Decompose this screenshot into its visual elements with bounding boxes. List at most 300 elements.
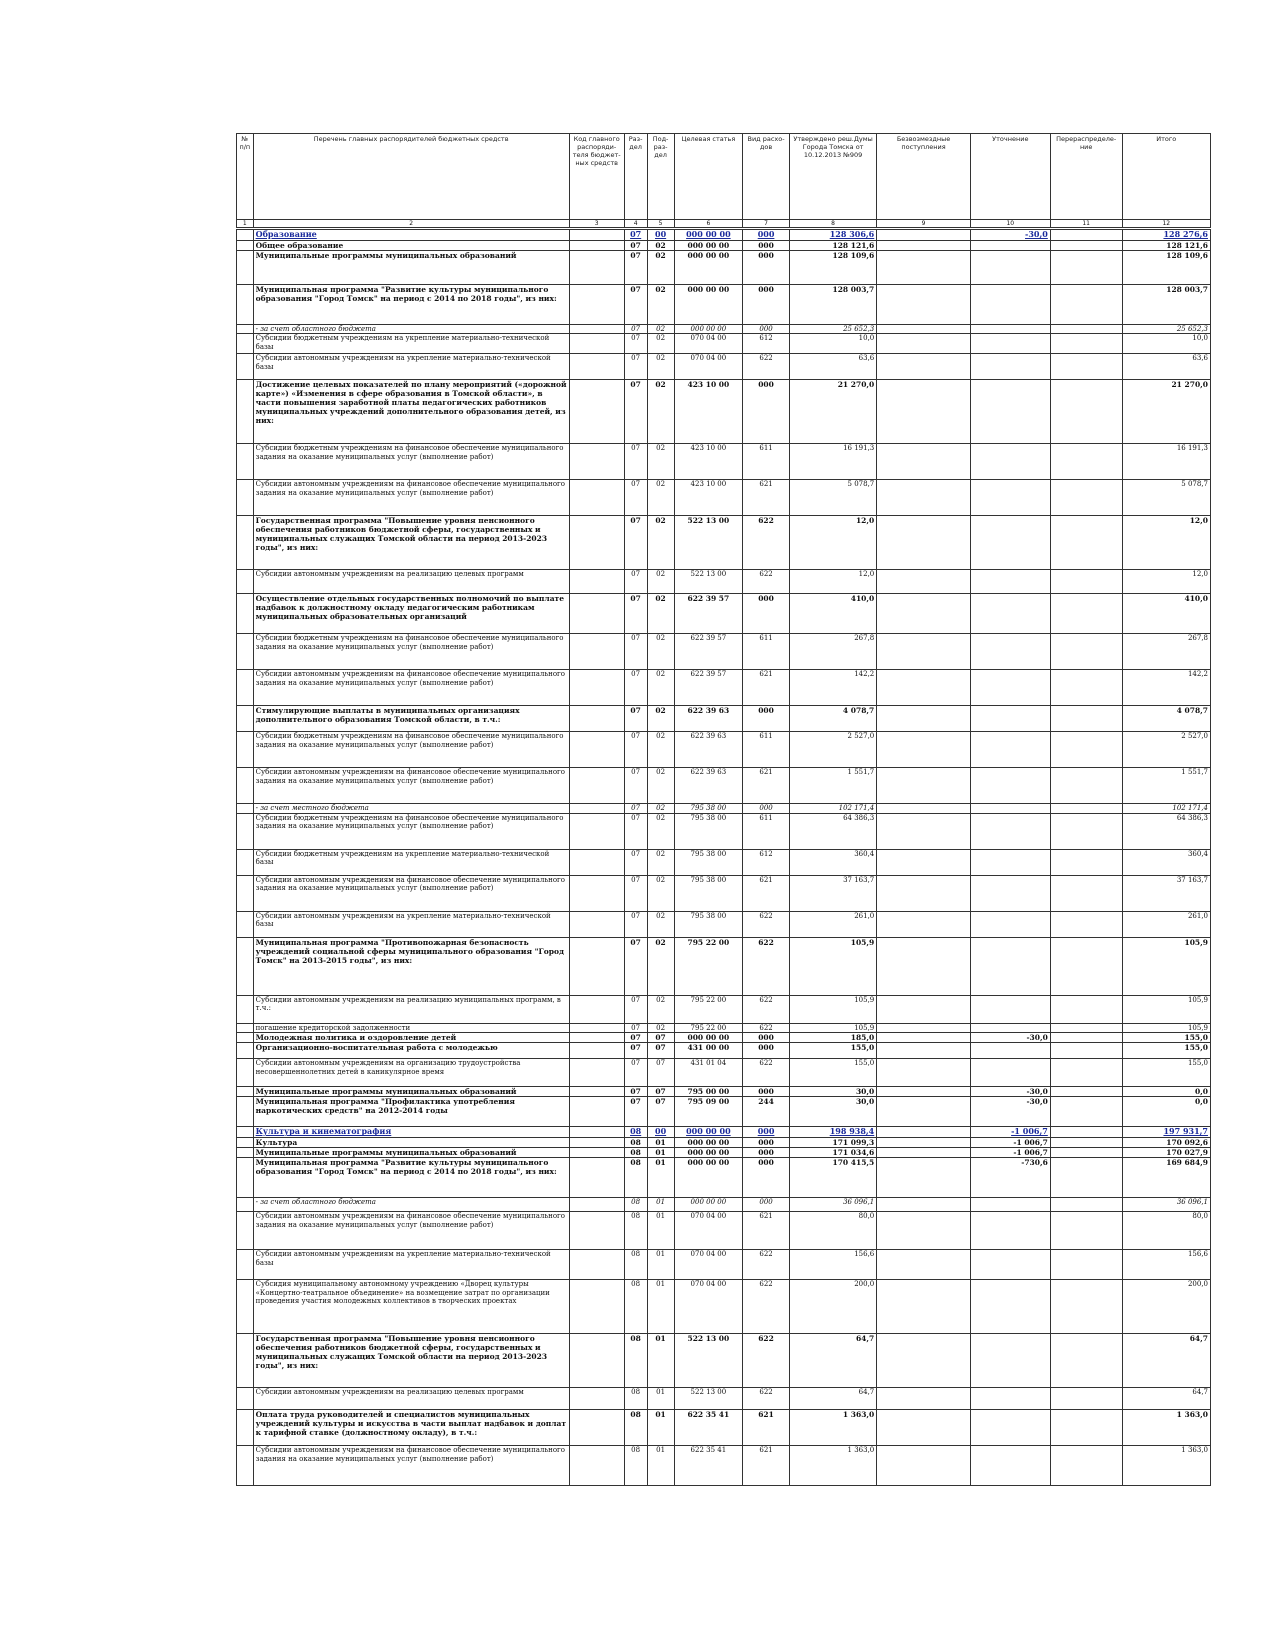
reallocation-cell: [1050, 1138, 1122, 1148]
target-article-cell: 000 00 00: [674, 1158, 743, 1198]
table-row: [237, 1033, 1211, 1043]
adjustment-cell: [970, 937, 1050, 995]
approved-amount-cell: 37 163,7: [789, 875, 876, 911]
subsection-cell: 07: [647, 1043, 674, 1059]
total-cell: 10,0: [1122, 334, 1210, 354]
adjustment-cell: [970, 444, 1050, 480]
approved-amount-cell: 21 270,0: [789, 380, 876, 444]
grants-cell: [877, 875, 971, 911]
target-article-cell: 070 04 00: [674, 334, 743, 354]
row-number: [237, 1388, 254, 1410]
reallocation-cell: [1050, 706, 1122, 732]
reallocation-cell: [1050, 1087, 1122, 1097]
section-cell: 08: [624, 1198, 647, 1212]
target-article-cell: 423 10 00: [674, 444, 743, 480]
table-row: [237, 995, 1211, 1023]
row-name: Субсидии бюджетным учреждениям на финансовое обеспечение муниципального задания на оказание муниципальных услуг (выполнение работ): [253, 813, 569, 849]
target-article-cell: 000 00 00: [674, 251, 743, 285]
row-number: [237, 768, 254, 804]
target-article-cell: 622 39 57: [674, 594, 743, 634]
code-cell: [569, 570, 624, 594]
table-row: [237, 1446, 1211, 1486]
reallocation-cell: [1050, 1158, 1122, 1198]
approved-amount-cell: 30,0: [789, 1097, 876, 1127]
row-name: Культура: [253, 1138, 569, 1148]
reallocation-cell: [1050, 1280, 1122, 1334]
section-cell: 07: [624, 1033, 647, 1043]
adjustment-cell: [970, 570, 1050, 594]
header-cell: Перераспределе-ние: [1050, 134, 1122, 220]
code-cell: [569, 1446, 624, 1486]
code-cell: [569, 1198, 624, 1212]
expense-type-cell: 000: [743, 804, 790, 813]
row-number: [237, 732, 254, 768]
row-name: Субсидии автономным учреждениям на финансовое обеспечение муниципального задания на оказание муниципальных услуг (выполнение работ): [253, 480, 569, 516]
adjustment-cell: [970, 875, 1050, 911]
approved-amount-cell: 16 191,3: [789, 444, 876, 480]
adjustment-cell: -730,6: [970, 1158, 1050, 1198]
row-name: Субсидии автономным учреждениям на укрепление материально-технической базы: [253, 911, 569, 937]
subsection-cell: 02: [647, 380, 674, 444]
grants-cell: [877, 634, 971, 670]
adjustment-cell: [970, 849, 1050, 875]
total-cell: 360,4: [1122, 849, 1210, 875]
reallocation-cell: [1050, 911, 1122, 937]
subsection-cell: 02: [647, 849, 674, 875]
expense-type-cell: 000: [743, 325, 790, 334]
expense-type-cell: 622: [743, 1023, 790, 1032]
row-number: [237, 804, 254, 813]
code-cell: [569, 241, 624, 251]
grants-cell: [877, 1033, 971, 1043]
subsection-cell: 00: [647, 1127, 674, 1138]
table-row: [237, 516, 1211, 570]
reallocation-cell: [1050, 995, 1122, 1023]
row-number: [237, 285, 254, 325]
row-name: Муниципальные программы муниципальных образований: [253, 1148, 569, 1158]
adjustment-cell: -1 006,7: [970, 1148, 1050, 1158]
subsection-cell: 02: [647, 325, 674, 334]
reallocation-cell: [1050, 732, 1122, 768]
table-row: [237, 732, 1211, 768]
subsection-cell: 01: [647, 1250, 674, 1280]
subsection-cell: 01: [647, 1198, 674, 1212]
target-article-cell: 000 00 00: [674, 1148, 743, 1158]
expense-type-cell: 244: [743, 1097, 790, 1127]
code-cell: [569, 229, 624, 241]
target-article-cell: 000 00 00: [674, 325, 743, 334]
approved-amount-cell: 30,0: [789, 1087, 876, 1097]
row-number: [237, 670, 254, 706]
total-cell: 37 163,7: [1122, 875, 1210, 911]
section-cell: 08: [624, 1334, 647, 1388]
adjustment-cell: [970, 354, 1050, 380]
total-cell: 36 096,1: [1122, 1198, 1210, 1212]
target-article-cell: 070 04 00: [674, 354, 743, 380]
row-name: Субсидии автономным учреждениям на реализацию целевых программ: [253, 570, 569, 594]
section-cell: 07: [624, 229, 647, 241]
row-number: [237, 937, 254, 995]
table-row: [237, 1023, 1211, 1032]
row-name: Достижение целевых показателей по плану мероприятий («дорожной карте») «Изменения в сфере образования в Томской области», в части повышения заработной платы педагогических работников муниципальных учреждений дополнительного образования детей, из них:: [253, 380, 569, 444]
reallocation-cell: [1050, 849, 1122, 875]
target-article-cell: 431 00 00: [674, 1043, 743, 1059]
total-cell: 0,0: [1122, 1087, 1210, 1097]
table-row: [237, 1059, 1211, 1087]
code-cell: [569, 444, 624, 480]
section-cell: 07: [624, 813, 647, 849]
reallocation-cell: [1050, 875, 1122, 911]
grants-cell: [877, 1138, 971, 1148]
expense-type-cell: 611: [743, 444, 790, 480]
total-cell: 155,0: [1122, 1043, 1210, 1059]
target-article-cell: 000 00 00: [674, 1033, 743, 1043]
subsection-cell: 02: [647, 285, 674, 325]
row-name: Муниципальная программа "Развитие культуры муниципального образования "Город Томск" на период с 2014 по 2018 годы", из них:: [253, 285, 569, 325]
subsection-cell: 02: [647, 937, 674, 995]
target-article-cell: 000 00 00: [674, 241, 743, 251]
section-cell: 07: [624, 995, 647, 1023]
subsection-cell: 01: [647, 1280, 674, 1334]
subsection-cell: 02: [647, 911, 674, 937]
table-row: [237, 706, 1211, 732]
row-number: [237, 1127, 254, 1138]
adjustment-cell: [970, 706, 1050, 732]
column-number: 9: [877, 220, 971, 229]
grants-cell: [877, 241, 971, 251]
subsection-cell: 02: [647, 480, 674, 516]
subsection-cell: 00: [647, 229, 674, 241]
row-name: Субсидия муниципальному автономному учреждению «Дворец культуры «Концертно-театральное объединение» на возмещение затрат по организации проведения участия молодежных коллективов в творческих проектах: [253, 1280, 569, 1334]
code-cell: [569, 1158, 624, 1198]
approved-amount-cell: 410,0: [789, 594, 876, 634]
row-number: [237, 1059, 254, 1087]
reallocation-cell: [1050, 1097, 1122, 1127]
reallocation-cell: [1050, 325, 1122, 334]
grants-cell: [877, 937, 971, 995]
row-number: [237, 570, 254, 594]
subsection-cell: 02: [647, 241, 674, 251]
row-name: - за счет местного бюджета: [253, 804, 569, 813]
header-cell: Уточнение: [970, 134, 1050, 220]
total-cell: 197 931,7: [1122, 1127, 1210, 1138]
expense-type-cell: 000: [743, 1087, 790, 1097]
total-cell: 170 027,9: [1122, 1148, 1210, 1158]
approved-amount-cell: 185,0: [789, 1033, 876, 1043]
row-name: Муниципальные программы муниципальных образований: [253, 1087, 569, 1097]
total-cell: 0,0: [1122, 1097, 1210, 1127]
subsection-cell: 01: [647, 1212, 674, 1250]
subsection-cell: 02: [647, 732, 674, 768]
subsection-cell: 02: [647, 594, 674, 634]
section-cell: 08: [624, 1158, 647, 1198]
row-name: Субсидии автономным учреждениям на финансовое обеспечение муниципального задания на оказание муниципальных услуг (выполнение работ): [253, 875, 569, 911]
table-row: [237, 1097, 1211, 1127]
target-article-cell: 795 09 00: [674, 1097, 743, 1127]
adjustment-cell: [970, 1388, 1050, 1410]
expense-type-cell: 000: [743, 251, 790, 285]
total-cell: 128 109,6: [1122, 251, 1210, 285]
expense-type-cell: 611: [743, 813, 790, 849]
code-cell: [569, 1138, 624, 1148]
table-row: [237, 937, 1211, 995]
reallocation-cell: [1050, 570, 1122, 594]
row-name: Муниципальная программа "Профилактика употребления наркотических средств" на 2012-2014 годы: [253, 1097, 569, 1127]
subsection-cell: 02: [647, 334, 674, 354]
adjustment-cell: [970, 804, 1050, 813]
subsection-cell: 02: [647, 354, 674, 380]
table-row: [237, 1250, 1211, 1280]
adjustment-cell: -1 006,7: [970, 1127, 1050, 1138]
table-row: [237, 1198, 1211, 1212]
reallocation-cell: [1050, 594, 1122, 634]
approved-amount-cell: 64,7: [789, 1388, 876, 1410]
expense-type-cell: 622: [743, 1388, 790, 1410]
target-article-cell: 622 39 63: [674, 732, 743, 768]
row-name: Культура и кинематография: [253, 1127, 569, 1138]
row-number: [237, 1097, 254, 1127]
row-name: Государственная программа "Повышение уровня пенсионного обеспечения работников бюджетной сферы, государственных и муниципальных служащих Томской области на период 2013-2023 годы", из них:: [253, 516, 569, 570]
code-cell: [569, 516, 624, 570]
table-row: [237, 334, 1211, 354]
section-cell: 07: [624, 706, 647, 732]
total-cell: 142,2: [1122, 670, 1210, 706]
section-cell: 07: [624, 804, 647, 813]
adjustment-cell: [970, 634, 1050, 670]
section-cell: 07: [624, 1097, 647, 1127]
column-number: 1: [237, 220, 254, 229]
row-number: [237, 241, 254, 251]
grants-cell: [877, 1059, 971, 1087]
row-number: [237, 1148, 254, 1158]
subsection-cell: 07: [647, 1087, 674, 1097]
subsection-cell: 02: [647, 444, 674, 480]
adjustment-cell: [970, 1198, 1050, 1212]
expense-type-cell: 622: [743, 1250, 790, 1280]
header-cell: Под-раз-дел: [647, 134, 674, 220]
row-number: [237, 251, 254, 285]
code-cell: [569, 732, 624, 768]
approved-amount-cell: 1 551,7: [789, 768, 876, 804]
approved-amount-cell: 105,9: [789, 1023, 876, 1032]
target-article-cell: 000 00 00: [674, 1127, 743, 1138]
total-cell: 267,8: [1122, 634, 1210, 670]
approved-amount-cell: 155,0: [789, 1059, 876, 1087]
table-row: [237, 1388, 1211, 1410]
adjustment-cell: [970, 1446, 1050, 1486]
total-cell: 64,7: [1122, 1334, 1210, 1388]
section-cell: 07: [624, 334, 647, 354]
code-cell: [569, 995, 624, 1023]
row-name: Субсидии бюджетным учреждениям на финансовое обеспечение муниципального задания на оказание муниципальных услуг (выполнение работ): [253, 634, 569, 670]
total-cell: 170 092,6: [1122, 1138, 1210, 1148]
expense-type-cell: 611: [743, 634, 790, 670]
row-number: [237, 480, 254, 516]
approved-amount-cell: 156,6: [789, 1250, 876, 1280]
column-number: 6: [674, 220, 743, 229]
row-name: Муниципальная программа "Развитие культуры муниципального образования "Город Томск" на период с 2014 по 2018 годы", из них:: [253, 1158, 569, 1198]
adjustment-cell: [970, 1250, 1050, 1280]
adjustment-cell: [970, 325, 1050, 334]
row-name: погашение кредиторской задолженности: [253, 1023, 569, 1032]
row-number: [237, 1250, 254, 1280]
total-cell: 5 078,7: [1122, 480, 1210, 516]
target-article-cell: 070 04 00: [674, 1250, 743, 1280]
approved-amount-cell: 128 306,6: [789, 229, 876, 241]
expense-type-cell: 621: [743, 875, 790, 911]
row-number: [237, 1410, 254, 1446]
adjustment-cell: -30,0: [970, 1087, 1050, 1097]
adjustment-cell: [970, 1334, 1050, 1388]
table-row: [237, 1043, 1211, 1059]
total-cell: 128 121,6: [1122, 241, 1210, 251]
table-row: [237, 1334, 1211, 1388]
total-cell: 4 078,7: [1122, 706, 1210, 732]
table-row: [237, 285, 1211, 325]
total-cell: 63,6: [1122, 354, 1210, 380]
row-name: Субсидии бюджетным учреждениям на финансовое обеспечение муниципального задания на оказание муниципальных услуг (выполнение работ): [253, 732, 569, 768]
reallocation-cell: [1050, 1059, 1122, 1087]
subsection-cell: 07: [647, 1033, 674, 1043]
budget-table-sheet: [236, 133, 1211, 1486]
grants-cell: [877, 325, 971, 334]
expense-type-cell: 621: [743, 670, 790, 706]
adjustment-cell: [970, 995, 1050, 1023]
column-number: 3: [569, 220, 624, 229]
grants-cell: [877, 1023, 971, 1032]
grants-cell: [877, 804, 971, 813]
target-article-cell: 622 39 63: [674, 768, 743, 804]
grants-cell: [877, 706, 971, 732]
grants-cell: [877, 849, 971, 875]
expense-type-cell: 622: [743, 911, 790, 937]
total-cell: 16 191,3: [1122, 444, 1210, 480]
code-cell: [569, 911, 624, 937]
total-cell: 105,9: [1122, 1023, 1210, 1032]
section-cell: 08: [624, 1127, 647, 1138]
subsection-cell: 01: [647, 1410, 674, 1446]
table-row: [237, 849, 1211, 875]
target-article-cell: 522 13 00: [674, 516, 743, 570]
header-cell: Итого: [1122, 134, 1210, 220]
row-number: [237, 911, 254, 937]
grants-cell: [877, 594, 971, 634]
section-cell: 07: [624, 570, 647, 594]
section-cell: 07: [624, 1023, 647, 1032]
reallocation-cell: [1050, 251, 1122, 285]
expense-type-cell: 000: [743, 1127, 790, 1138]
code-cell: [569, 1023, 624, 1032]
adjustment-cell: [970, 732, 1050, 768]
section-cell: 08: [624, 1280, 647, 1334]
grants-cell: [877, 911, 971, 937]
approved-amount-cell: 64 386,3: [789, 813, 876, 849]
grants-cell: [877, 995, 971, 1023]
column-number: 5: [647, 220, 674, 229]
grants-cell: [877, 1280, 971, 1334]
row-number: [237, 813, 254, 849]
target-article-cell: 423 10 00: [674, 380, 743, 444]
row-name: Молодежная политика и оздоровление детей: [253, 1033, 569, 1043]
row-name: Субсидии автономным учреждениям на организацию трудоустройства несовершеннолетних детей в каникулярное время: [253, 1059, 569, 1087]
section-cell: 07: [624, 241, 647, 251]
reallocation-cell: [1050, 804, 1122, 813]
header-cell: Вид расхо-дов: [743, 134, 790, 220]
adjustment-cell: -30,0: [970, 1033, 1050, 1043]
subsection-cell: 02: [647, 706, 674, 732]
subsection-cell: 07: [647, 1059, 674, 1087]
approved-amount-cell: 10,0: [789, 334, 876, 354]
table-row: [237, 813, 1211, 849]
adjustment-cell: -30,0: [970, 1097, 1050, 1127]
section-cell: 07: [624, 937, 647, 995]
expense-type-cell: 000: [743, 285, 790, 325]
subsection-cell: 02: [647, 251, 674, 285]
row-number: [237, 1334, 254, 1388]
total-cell: 1 363,0: [1122, 1410, 1210, 1446]
table-row: [237, 911, 1211, 937]
table-row: [237, 1280, 1211, 1334]
grants-cell: [877, 1148, 971, 1158]
column-number: 11: [1050, 220, 1122, 229]
column-number: 10: [970, 220, 1050, 229]
reallocation-cell: [1050, 1388, 1122, 1410]
grants-cell: [877, 1212, 971, 1250]
total-cell: 261,0: [1122, 911, 1210, 937]
code-cell: [569, 1148, 624, 1158]
reallocation-cell: [1050, 285, 1122, 325]
approved-amount-cell: 105,9: [789, 937, 876, 995]
grants-cell: [877, 670, 971, 706]
table-row: [237, 1138, 1211, 1148]
reallocation-cell: [1050, 354, 1122, 380]
expense-type-cell: 622: [743, 354, 790, 380]
code-cell: [569, 875, 624, 911]
approved-amount-cell: 128 109,6: [789, 251, 876, 285]
target-article-cell: 795 22 00: [674, 995, 743, 1023]
approved-amount-cell: 170 415,5: [789, 1158, 876, 1198]
total-cell: 1 363,0: [1122, 1446, 1210, 1486]
target-article-cell: 522 13 00: [674, 1334, 743, 1388]
reallocation-cell: [1050, 768, 1122, 804]
code-cell: [569, 804, 624, 813]
adjustment-cell: [970, 911, 1050, 937]
grants-cell: [877, 285, 971, 325]
code-cell: [569, 1250, 624, 1280]
target-article-cell: 000 00 00: [674, 1198, 743, 1212]
total-cell: 1 551,7: [1122, 768, 1210, 804]
approved-amount-cell: 105,9: [789, 995, 876, 1023]
row-number: [237, 1023, 254, 1032]
grants-cell: [877, 768, 971, 804]
row-number: [237, 849, 254, 875]
section-cell: 07: [624, 670, 647, 706]
grants-cell: [877, 570, 971, 594]
total-cell: 12,0: [1122, 516, 1210, 570]
table-row: [237, 1410, 1211, 1446]
approved-amount-cell: 155,0: [789, 1043, 876, 1059]
column-number: 12: [1122, 220, 1210, 229]
target-article-cell: 795 00 00: [674, 1087, 743, 1097]
total-cell: 25 652,3: [1122, 325, 1210, 334]
expense-type-cell: 621: [743, 1446, 790, 1486]
grants-cell: [877, 1087, 971, 1097]
row-number: [237, 634, 254, 670]
approved-amount-cell: 64,7: [789, 1334, 876, 1388]
reallocation-cell: [1050, 1446, 1122, 1486]
table-row: [237, 480, 1211, 516]
table-row: [237, 670, 1211, 706]
